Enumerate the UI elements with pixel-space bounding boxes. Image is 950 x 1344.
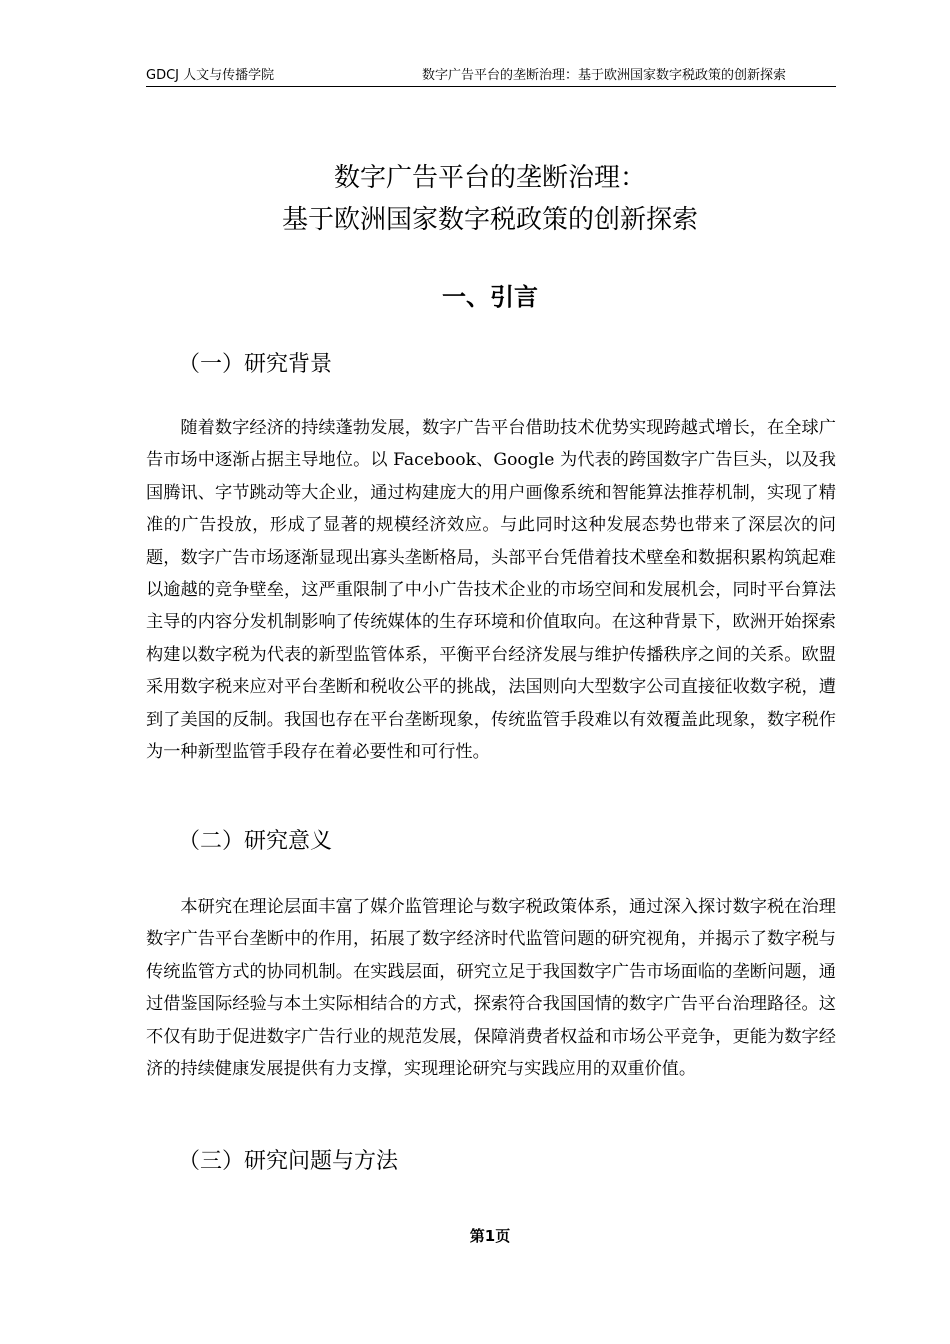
header-institution: GDCJ 人文与传播学院 xyxy=(146,68,275,83)
paragraph-significance: 本研究在理论层面丰富了媒介监管理论与数字税政策体系，通过深入探讨数字税在治理数字广告平台垄断中的作用，拓展了数字经济时代监管问题的研究视角，并揭示了数字税与传统监管方式的协同机制。在实践层面，研究立足于我国数字广告市场面临的垄断问题，通过借鉴国际经验与本土实际相结合的方式，探索符合我国国情的数字广告平台治理路径。这不仅有助于促进数字广告行业的规范发展，保障消费者权益和市场公平竞争，更能为数字经济的持续健康发展提供有力支撑，实现理论研究与实践应用的双重价值。 xyxy=(146,897,836,1080)
running-header xyxy=(146,66,836,87)
page-number: 第1页 xyxy=(469,1227,511,1245)
subsection-heading-questions-methods: （三）研究问题与方法 xyxy=(178,1149,399,1174)
paragraph-background: 随着数字经济的持续蓬勃发展，数字广告平台借助技术优势实现跨越式增长，在全球广告市场中逐渐占据主导地位。以 Facebook、Google 为代表的跨国数字广告巨头，以及我国腾讯、字节跳动等大企业，通过构建庞大的用户画像系统和智能算法推荐机制，实现了精准的广告投放，形成了显著的规模经济效应。与此同时这种发展态势也带来了深层次的问题，数字广告市场逐渐显现出寡头垄断格局，头部平台凭借着技术壁垒和数据积累构筑起难以逾越的竞争壁垒，这严重限制了中小广告技术企业的市场空间和发展机会，同时平台算法主导的内容分发机制影响了传统媒体的生存环境和价值取向。在这种背景下，欧洲开始探索构建以数字税为代表的新型监管体系，平衡平台经济发展与维护传播秩序之间的关系。欧盟采用数字税来应对平台垄断和税收公平的挑战，法国则向大型数字公司直接征收数字税，遭到了美国的反制。我国也存在平台垄断现象，传统监管手段难以有效覆盖此现象，数字税作为一种新型监管手段存在着必要性和可行性。 xyxy=(146,418,836,763)
paper-title-line-1: 数字广告平台的垄断治理： xyxy=(333,163,646,193)
section-heading-introduction: 一、引言 xyxy=(442,283,538,311)
paper-title-line-2: 基于欧洲国家数字税政策的创新探索 xyxy=(281,205,698,235)
subsection-heading-background: （一）研究背景 xyxy=(178,352,333,377)
subsection-heading-significance: （二）研究意义 xyxy=(178,829,333,854)
header-paper-title: 数字广告平台的垄断治理：基于欧洲国家数字税政策的创新探索 xyxy=(421,68,786,83)
